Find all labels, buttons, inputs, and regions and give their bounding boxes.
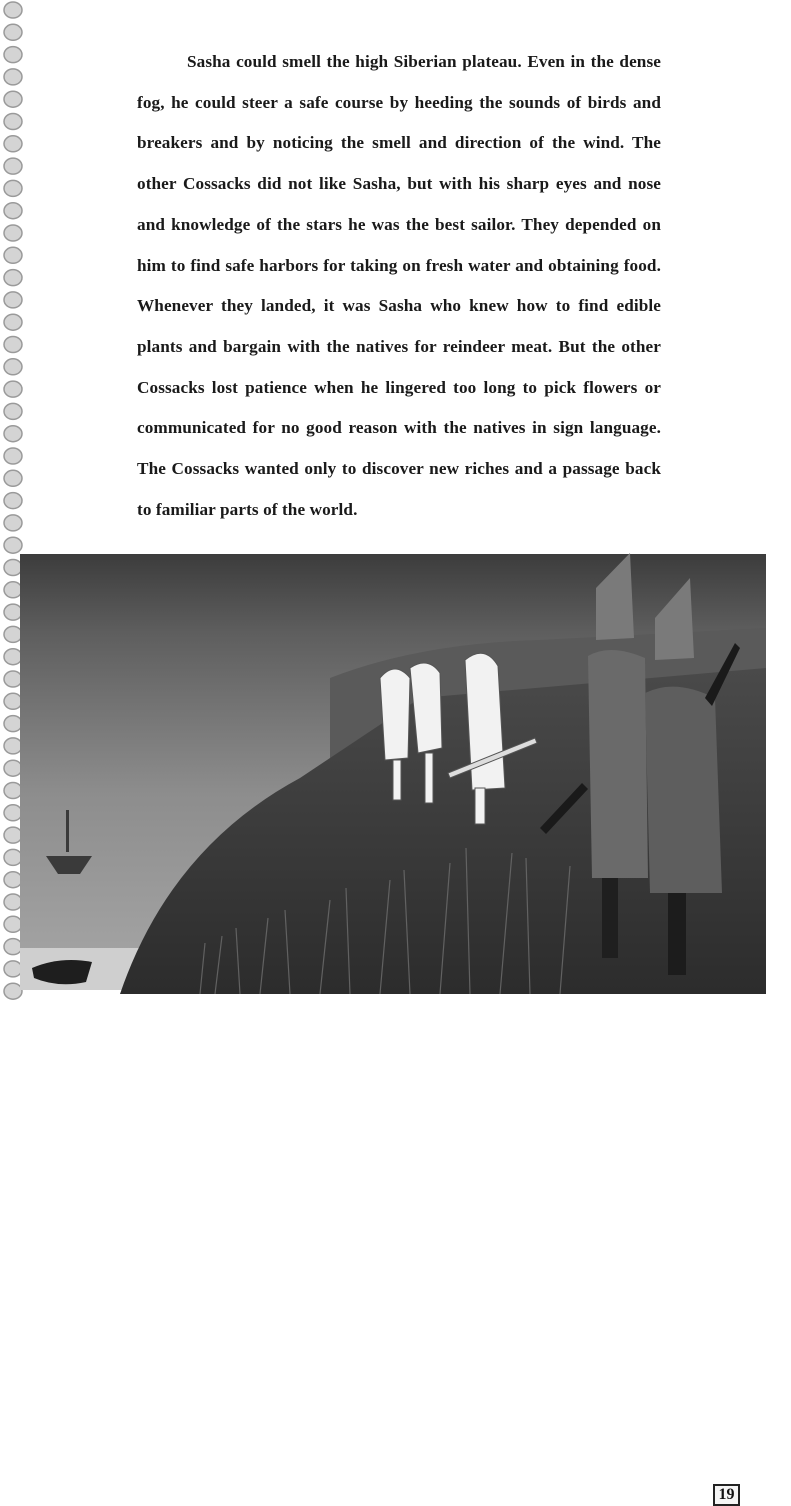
illustration	[0, 548, 770, 1503]
binding-ring	[4, 24, 22, 40]
binding-ring	[4, 225, 22, 241]
binding-ring	[4, 470, 22, 486]
binding-ring	[4, 114, 22, 130]
binding-ring	[4, 403, 22, 419]
binding-ring	[4, 136, 22, 152]
binding-ring	[4, 180, 22, 196]
story-paragraph: Sasha could smell the high Siberian plateau. Even in the dense fog, he could steer a safe course by heeding the sounds of birds and breakers and by noticing the smell and direction of the wind. The other Cossacks did not like Sasha, but with his sharp eyes and nose and knowledge of the stars he was the best sailor. They depended on him to find safe harbors for taking on fresh water and obtaining food. Whenever they landed, it was Sasha who knew how to find edible plants and bargain with the natives for reindeer meat. But the other Cossacks lost patience when he lingered too long to pick flowers or communicated for no good reason with the natives in sign language. The Cossacks wanted only to discover new riches and a passage back to familiar parts of the world.	[137, 52, 661, 519]
binding-ring	[4, 314, 22, 330]
illustration-scene	[0, 548, 770, 994]
binding-ring	[4, 158, 22, 174]
binding-ring	[4, 337, 22, 353]
binding-ring	[4, 203, 22, 219]
binding-ring	[4, 69, 22, 85]
binding-ring	[4, 247, 22, 263]
binding-ring	[4, 359, 22, 375]
binding-ring	[4, 381, 22, 397]
binding-ring	[4, 448, 22, 464]
binding-ring	[4, 47, 22, 63]
binding-ring	[4, 493, 22, 509]
page-number: 19	[713, 1484, 740, 1506]
binding-ring	[4, 91, 22, 107]
binding-ring	[4, 426, 22, 442]
binding-ring	[4, 292, 22, 308]
binding-ring	[4, 515, 22, 531]
story-text	[137, 42, 661, 530]
binding-ring	[4, 270, 22, 286]
binding-ring	[4, 2, 22, 18]
